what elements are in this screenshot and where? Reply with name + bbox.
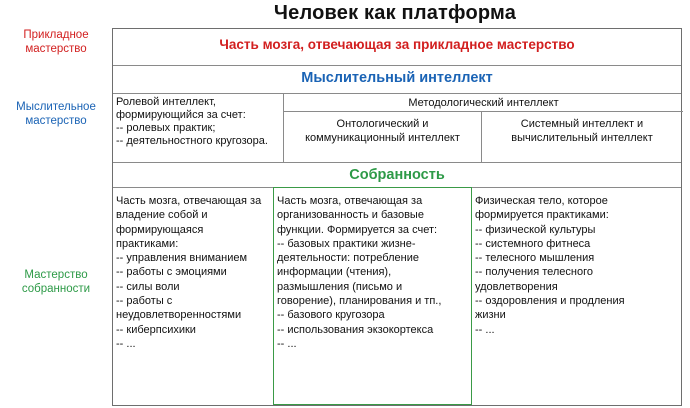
divider-line: [113, 162, 681, 163]
side-label-applied: Прикладное мастерство: [23, 29, 89, 55]
platform-table: [112, 28, 682, 406]
organization-cell: Часть мозга, отвечающая за организованность и базовые функции. Формируется за счет: -- базовых практики жизне- деятельности: потребление информации (чтения), размышления (письмо и говорение), планирования и тп., -- базового кругозора -- использования экзокортекса -- ...: [277, 195, 442, 350]
side-label-thinking: Мыслительное мастерство: [16, 101, 96, 127]
side-label-composure: Мастерство собранности: [21, 269, 91, 295]
composure-band-title: Собранность: [349, 167, 445, 183]
divider-line: [283, 111, 683, 112]
systemic-cell: Системный интеллект и вычислительный интеллект: [511, 118, 653, 145]
divider-line: [113, 65, 681, 66]
self-control-cell: Часть мозга, отвечающая за владение собой и формирующаяся практиками: -- управления вниманием -- работы с эмоциями -- силы воли -- работы с неудовлетворенностями -- киберпсихики -- ...: [116, 195, 262, 350]
physical-body-cell: Физическая тело, которое формируется практиками: -- физической культуры -- системного фитнеса -- телесного мышления -- получения телесного удовлетворения -- оздоровления и продления жизни -- ...: [475, 195, 625, 336]
divider-line: [113, 93, 681, 94]
methodological-header: Методологический интеллект: [408, 97, 559, 109]
ontological-cell: Онтологический и коммуникационный интеллект: [305, 118, 460, 145]
page-title: Человек как платформа: [273, 2, 517, 24]
role-intellect-cell: Ролевой интеллект, формирующийся за счет: -- ролевых практик; -- деятельностного кругозора.: [116, 96, 268, 147]
applied-band-title: Часть мозга, отвечающая за прикладное мастерство: [219, 37, 575, 52]
thinking-band-title: Мыслительный интеллект: [301, 70, 493, 86]
